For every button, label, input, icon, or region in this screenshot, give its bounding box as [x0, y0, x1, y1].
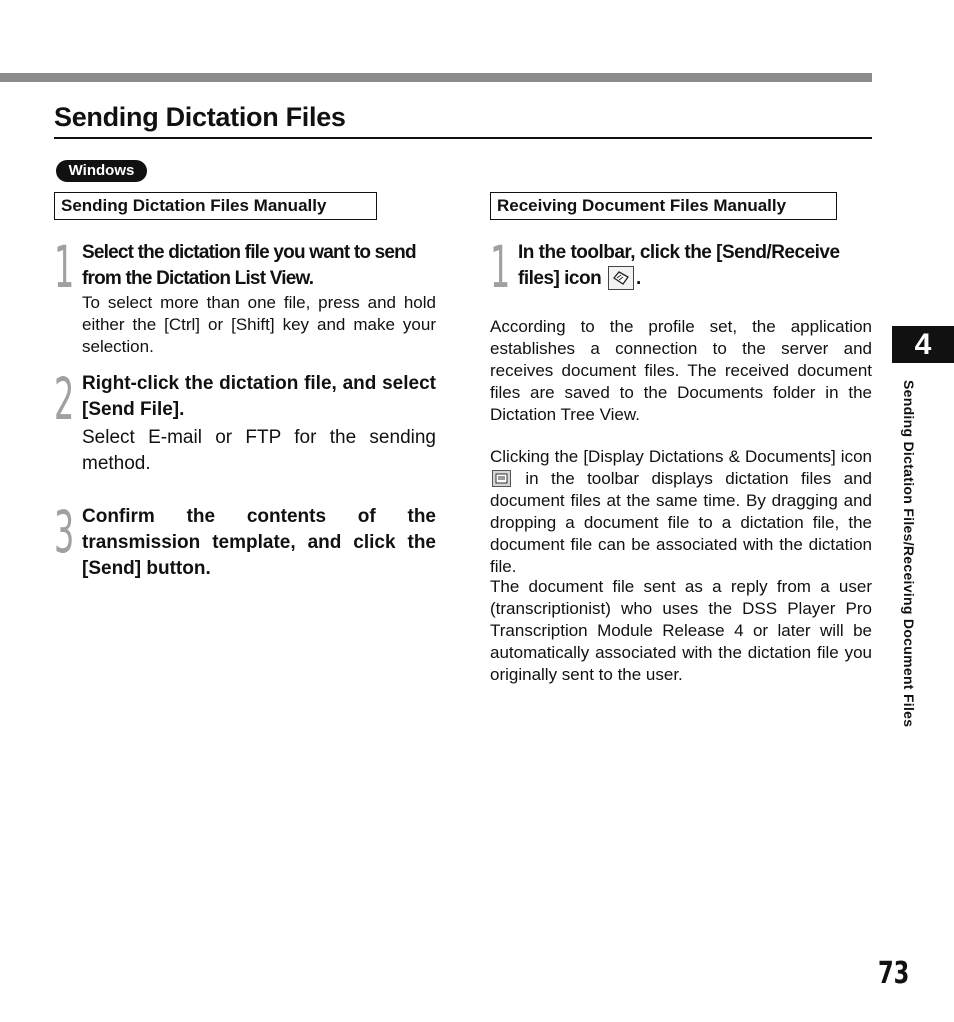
header-bar [0, 73, 872, 82]
step-title: In the toolbar, click the [Send/Receive files] icon . [518, 242, 840, 289]
step-number: 3 [54, 498, 75, 566]
step-title: Confirm the contents of the transmission template, and click the [Send] button. [82, 506, 436, 579]
page-number: 73 [878, 956, 910, 991]
step-title: Select the dictation file you want to send from the Dictation List View. [82, 242, 416, 289]
chapter-tab: 4 [892, 326, 954, 363]
send-receive-icon [608, 266, 634, 290]
page-title: Sending Dictation Files [54, 102, 346, 132]
paragraph: Clicking the [Display Dictations & Documents] icon in the toolbar displays dictation files and document files at the same time. By dragging and dropping a document file to a dictation file, the document file can be associated with the dictation file. [490, 447, 872, 576]
os-badge: Windows [56, 160, 147, 182]
section-heading-receiving: Receiving Document Files Manually [490, 192, 837, 220]
display-dictations-documents-icon [492, 470, 511, 487]
step-number: 1 [54, 233, 75, 301]
title-rule [54, 137, 872, 139]
section-heading-sending: Sending Dictation Files Manually [54, 192, 377, 220]
paragraph: The document file sent as a reply from a user (transcriptionist) who uses the DSS Player Pro Transcription Module Release 4 or later will be automatically associated with the dictation file you originally sent to the user. [490, 577, 872, 684]
side-chapter-label: Sending Dictation Files/Receiving Document Files [901, 380, 917, 728]
step-title: Right-click the dictation file, and select [Send File]. [82, 373, 436, 420]
step-number: 1 [490, 233, 511, 301]
step-body: To select more than one file, press and hold either the [Ctrl] or [Shift] key and make your selection. [82, 293, 436, 356]
step-number: 2 [54, 365, 75, 433]
step-body: Select E-mail or FTP for the sending method. [82, 427, 436, 474]
paragraph: According to the profile set, the application establishes a connection to the server and receives document files. The received document files are saved to the Documents folder in the Dictation Tree View. [490, 317, 872, 424]
